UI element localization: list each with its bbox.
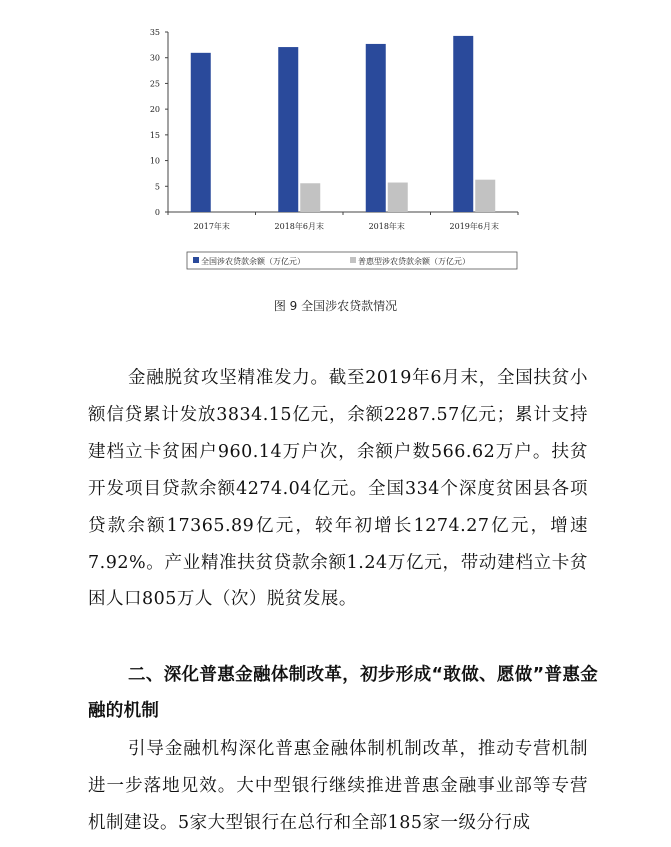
x-category-label: 2018年末	[368, 222, 405, 231]
bar-series-2	[300, 183, 320, 212]
y-tick-label: 30	[149, 53, 160, 63]
legend-swatch-series-1	[193, 257, 199, 263]
y-tick-label: 0	[154, 208, 160, 217]
bar-series-2	[475, 180, 495, 212]
bar-series-1	[191, 53, 211, 212]
y-tick-label: 25	[149, 79, 160, 89]
y-axis-ticks	[150, 28, 168, 217]
y-tick-label: 10	[149, 156, 160, 166]
bar-series-2	[388, 183, 408, 212]
figure-caption: 图 9 全国涉农贷款情况	[273, 299, 398, 313]
body-paragraph-1: 金融脱贫攻坚精准发力。截至2019年6月末，全国扶贫小额信贷累计发放3834.15亿元，余额2287.57亿元；累计支持建档立卡贫困户960.14万户次，余额户数566.62万户。扶贫开发项目贷款余额4274.04亿元。全国334个深度贫困县各项贷款余额17365.89亿元，较年初增长1274.27亿元，增速7.92%。产业精准扶贫贷款余额1.24万亿元，带动建档立卡贫困人口805万人（次）脱贫发展。	[88, 368, 588, 610]
legend-swatch-series-2	[350, 257, 356, 263]
section-heading: 二、深化普惠金融体制改革，初步形成“敢做、愿做”普惠金融的机制	[88, 665, 598, 721]
legend	[187, 252, 517, 269]
bar-series-1	[453, 36, 473, 212]
legend-label-series-1: 全国涉农贷款余额（万亿元）	[201, 257, 305, 266]
y-tick-label: 5	[154, 182, 160, 192]
bars	[191, 36, 496, 212]
bar-series-1	[278, 47, 298, 212]
y-tick-label: 15	[149, 130, 160, 140]
x-category-label: 2017年末	[193, 222, 230, 231]
legend-label-series-2: 普惠型涉农贷款余额（万亿元）	[358, 257, 470, 266]
x-category-label: 2018年6月末	[274, 222, 324, 231]
body-paragraph-2: 引导金融机构深化普惠金融体制机制改革，推动专营机制进一步落地见效。大中型银行继续推进普惠金融事业部等专营机制建设。5家大型银行在总行和全部185家一级分行成	[88, 739, 588, 833]
bar-series-1	[366, 44, 386, 212]
y-tick-label: 35	[149, 28, 160, 37]
y-tick-label: 20	[149, 105, 160, 115]
x-category-label: 2019年6月末	[449, 222, 499, 231]
x-axis-labels	[194, 221, 499, 231]
loan-bar-chart	[0, 0, 671, 280]
